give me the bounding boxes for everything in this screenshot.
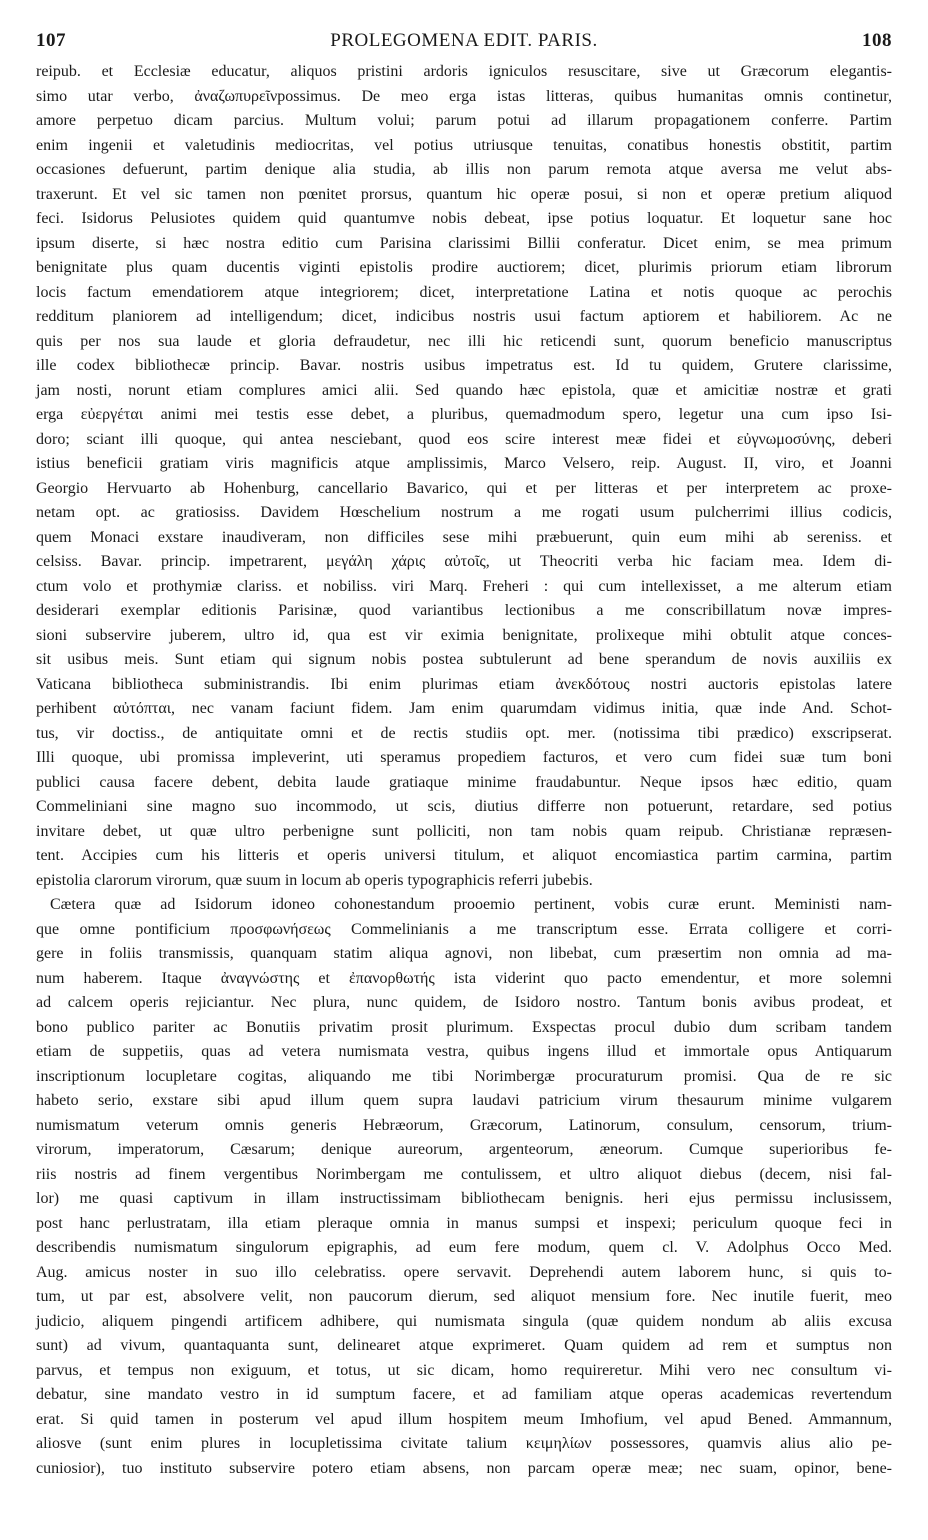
text-line: publici causa facere debent, debita laude gratiaque minime fraudabuntur. Neque ipsos hæc editio, quam <box>36 773 892 791</box>
text-line: feci. Isidorus Pelusiotes quidem quid quantumve nobis debeat, ipse potius loquatur. Et loquetur sane hoc <box>36 210 892 227</box>
text-line: aliosve (sunt enim plures in locupletissima civitate talium κειμηλίων possessores, quamvis alius alio pe- <box>36 1435 892 1452</box>
body-text <box>36 60 892 1481</box>
text-line: perhibent αὐτόπται, nec vanam faciunt fidem. Jam enim quarumdam vidimus initia, quæ inde And. Schot- <box>36 700 892 717</box>
text-line: tum, ut par est, absolvere velit, non paucorum dierum, sed aliquot mensium fore. Nec inutile fuerit, meo <box>36 1288 892 1305</box>
text-line: numismatum veterum omnis generis Hebræorum, Græcorum, Latinorum, consulum, censorum, trium- <box>36 1116 892 1134</box>
text-line: ad calcem operis rejiciantur. Nec plura, nunc quidem, de Isidoro nostro. Tantum bonis avibus prodeat, et <box>36 994 892 1011</box>
text-line: Georgio Hervuarto ab Hohenburg, cancellario Bavarico, qui et per litteras et per interpretem ac proxe- <box>36 479 892 497</box>
text-line: enim ingenii et valetudinis mediocritas, vel potius utriusque tenuitas, conatibus honestis obstitit, partim <box>36 136 892 154</box>
text-line: sioni subservire juberem, ultro id, qua est vir eximia benignitate, prolixeque mihi obtulit atque conces- <box>36 626 892 644</box>
text-line: amore perpetuo dicam parcius. Multum volui; parum potui ad illarum propagationem conferre. Partim <box>36 112 892 129</box>
text-line: que omne pontificium προσφωνήσεως Commelinianis a me transcriptum esse. Errata colligere et corri- <box>36 920 892 938</box>
page-number-right: 108 <box>862 30 892 51</box>
text-line: Vaticana bibliotheca subministrandis. Ibi enim plurimas etiam ἀνεκδότους nostri auctoris epistolas latere <box>36 675 892 693</box>
text-line: virorum, imperatorum, Cæsarum; denique aureorum, argenteorum, æneorum. Cumque superioribus fe- <box>36 1141 892 1158</box>
text-line: erat. Si quid tamen in posterum vel apud illum hospitem meum Imhofium, vel apud Bened. Ammannum, <box>36 1410 892 1428</box>
text-line: Illi quoque, ubi promissa impleverint, uti speramus propediem facturos, et vero cum fidei suæ tum boni <box>36 749 892 766</box>
text-line: quem Monaci exstare inaudiveram, non difficiles sese mihi præbuerunt, quin eum mihi ab sereniss. et <box>36 528 892 546</box>
text-line: ille codex bibliothecæ princip. Bavar. nostris usibus impetratus est. Id tu quidem, Grutere clarissime, <box>36 357 892 374</box>
running-title: PROLEGOMENA EDIT. PARIS. <box>330 30 598 51</box>
text-line: netam opt. ac gratiosiss. Davidem Hœschelium nostrum a me rogati usum pulcherrimi illius codicis, <box>36 504 892 521</box>
text-line: judicio, aliquem pingendi artificem adhibere, qui numismata singula (quæ quidem nondum ab aliis excusa <box>36 1312 892 1330</box>
text-line: parvus, et tempus non exiguum, et totus, ut sic dicam, homo requireretur. Mihi vero nec consultum vi- <box>36 1361 892 1379</box>
text-line: istius beneficii gratiam viris magnificis atque amplissimis, Marco Velsero, reip. August. II, viro, et Joanni <box>36 455 892 472</box>
text-line: ipsum diserte, si hæc nostra editio cum Parisina clarissimi Billii conferatur. Dicet enim, se mea primum <box>36 234 892 252</box>
text-line: sunt) ad vivum, quantaquanta sunt, delinearet atque exprimeret. Quam quidem ad rem et sumptus non <box>36 1337 892 1354</box>
text-line: locis factum emendatiorem atque integriorem; dicet, interpretatione Latina et notis quoque ac perochis <box>36 283 892 301</box>
text-line: Commeliniani sine magno suo incommodo, ut scis, diutius differre non potuerunt, retardare, sed potius <box>36 798 892 815</box>
text-line: riis nostris ad finem vergentibus Norimbergam me contulissem, et ultro aliquot diebus (decem, nisi fal- <box>36 1165 892 1183</box>
text-line: tent. Accipies cum his litteris et operis universi titulum, et aliquot encomiastica partim carmina, partim <box>36 847 892 864</box>
text-line: benignitate plus quam ducentis viginti epistolis prodire auctiorem; dicet, plurimis priorum etiam librorum <box>36 259 892 276</box>
text-line: simo utar verbo, ἀναζωπυρεῖνpossimus. De meo erga istas litteras, quibus humanitas omnis continetur, <box>36 87 892 105</box>
text-line: desiderari exemplar editionis Parisinæ, quod variantibus lectionibus a me conscribillatum novæ impres- <box>36 602 892 619</box>
text-line: bono publico pariter ac Bonutiis privatim prosit plurimum. Exspectas procul dubio dum scribam tandem <box>36 1018 892 1036</box>
paragraph <box>36 60 892 893</box>
text-line: inscriptionum locupletare cogitas, aliquando me tibi Norimbergæ procuraturum promisi. Qua de re sic <box>36 1067 892 1085</box>
text-line: num haberem. Itaque ἀναγνώστης et ἐπανορθωτής ista viderint quo pacto emendentur, et more solemni <box>36 969 892 987</box>
text-line: post hanc perlustratam, illa etiam pleraque omnia in manus sumpsi et inspexi; periculum quoque feci in <box>36 1214 892 1232</box>
text-line: occasiones defuerunt, partim denique alia studia, ab illis non parum remota atque aversa me velut abs- <box>36 161 892 178</box>
text-line: debatur, sine mandato vestro in id sumptum facere, et ad familiam atque operas academicas revertendum <box>36 1386 892 1403</box>
text-line: jam nosti, norunt etiam complures amici alii. Sed quando hæc epistola, quæ et amicitiæ nostræ et grati <box>36 381 892 399</box>
text-line: Aug. amicus noster in suo illo celebratiss. opere servavit. Deprehendi autem laborem hunc, si quis to- <box>36 1263 892 1281</box>
text-line: describendis numismatum singulorum epigraphis, ad eum fere modum, quem cl. V. Adolphus Occo Med. <box>36 1239 892 1256</box>
text-line: celsiss. Bavar. princip. impetrarent, μεγάλη χάρις αὐτοῖς, ut Theocriti verba hic faciam mea. Idem di- <box>36 553 892 570</box>
text-line: etiam de suppetiis, quas ad vetera numismata vestra, quibus ingens illud et immortale opus Antiquarum <box>36 1043 892 1060</box>
text-line: gere in foliis transmissis, quanquam statim aliqua agnovi, non libebat, cum præsertim non omnia ad ma- <box>36 945 892 962</box>
paragraph <box>36 893 892 1481</box>
text-line: erga εὐεργέται animi mei testis esse debet, a pluribus, quemadmodum spero, legetur una cum ipso Isi- <box>36 406 892 423</box>
text-line: tus, vir doctiss., de antiquitate omni et de rectis studiis opt. mer. (notissima tibi prædico) exscripserat. <box>36 724 892 742</box>
text-line: cuniosior), tuo instituto subservire potero etiam absens, non parcam operæ meæ; nec suam, opinor, bene- <box>36 1459 892 1477</box>
text-line: Cætera quæ ad Isidorum idoneo cohonestandum prooemio pertinent, vobis curæ erunt. Meministi nam- <box>50 896 892 913</box>
text-line: invitare debet, ut quæ ultro perbenigne sunt polliciti, non tam nobis quam reipub. Christianæ repræsen- <box>36 822 892 840</box>
text-line: epistolia clarorum virorum, quæ suum in locum ab operis typographicis referri jubebis. <box>36 871 593 889</box>
running-head <box>36 30 892 60</box>
page-number-left: 107 <box>36 30 66 51</box>
page <box>36 30 892 1481</box>
text-line: redditum planiorem ad intelligendum; dicet, indicibus nostris usui factum aptiorem et habiliorem. Ac ne <box>36 308 892 325</box>
text-line: ctum volo et prothymiæ clariss. et nobiliss. viri Marq. Freheri : qui cum intellexisset, a me alterum etiam <box>36 577 892 595</box>
text-line: habeto serio, exstare sibi apud illum quem supra laudavi patricium virum thesaurum minime vulgarem <box>36 1092 892 1109</box>
text-line: sit usibus meis. Sunt etiam qui signum nobis postea subtulerunt ad bene sperandum de novis auxiliis ex <box>36 651 892 668</box>
text-line: lor) me quasi captivum in illam instructissimam bibliothecam benignis. heri ejus permissu inclusissem, <box>36 1190 892 1207</box>
text-line: doro; sciant illi quoque, qui antea nesciebant, quod eos scire interest meæ fidei et εὐγνωμοσύνης, deberi <box>36 430 892 448</box>
text-line: traxerunt. Et vel sic tamen non pœnitet prorsus, quantum hic operæ posui, si non et operæ pretium aliquod <box>36 185 892 203</box>
text-line: quis per nos sua laude et gloria defraudetur, nec illi hic reticendi sunt, quorum beneficio manuscriptus <box>36 332 892 350</box>
text-line: reipub. et Ecclesiæ educatur, aliquos pristini ardoris igniculos resuscitare, sive ut Græcorum elegantis- <box>36 63 892 80</box>
